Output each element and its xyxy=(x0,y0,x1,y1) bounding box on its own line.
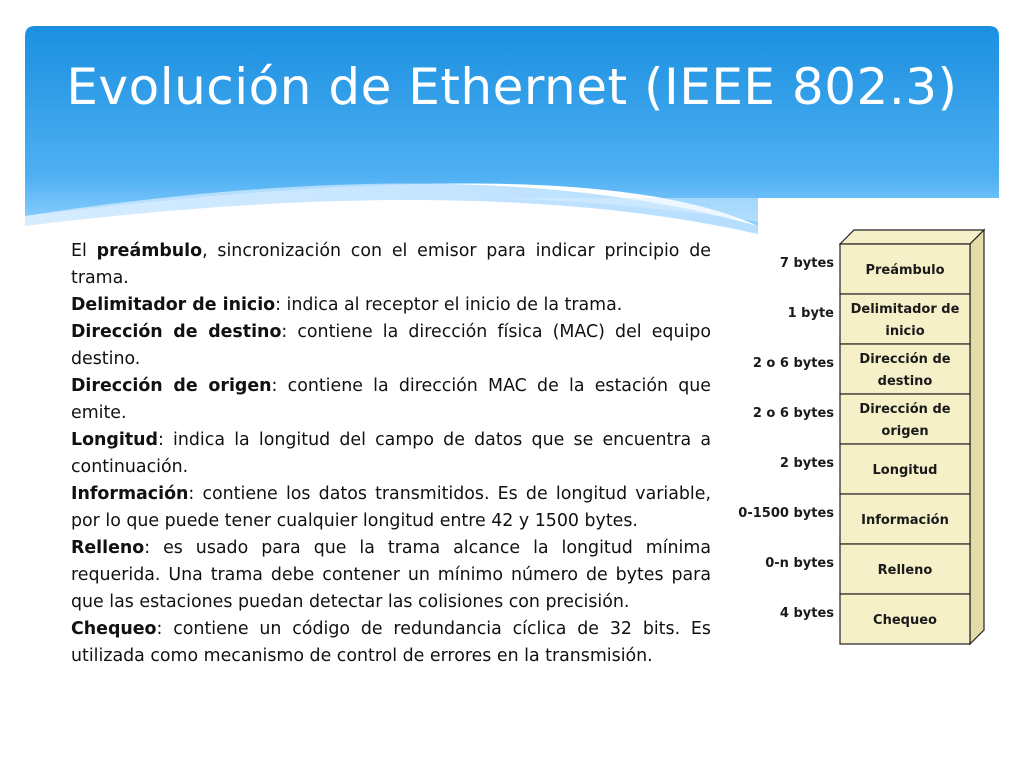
frame-field-size: 0-n bytes xyxy=(765,556,834,571)
title-banner-background xyxy=(25,26,999,226)
field-descriptions xyxy=(71,238,711,670)
frame-field-name: Delimitador de xyxy=(850,302,960,317)
frame-field-name: Relleno xyxy=(877,563,933,578)
description-paragraph: Información: contiene los datos transmitidos. Es de longitud variable, por lo que puede tener cualquier longitud entre 42 y 1500 bytes. xyxy=(71,484,711,531)
frame-field-name: Chequeo xyxy=(873,613,937,628)
description-paragraph: Relleno: es usado para que la trama alcance la longitud mínima requerida. Una trama debe contener un mínimo número de bytes para que las estaciones puedan detectar las colisiones con precisión. xyxy=(71,538,711,612)
frame-field-size: 2 o 6 bytes xyxy=(752,356,834,371)
frame-stack-side-face xyxy=(970,230,984,644)
frame-field-name: origen xyxy=(881,424,929,439)
frame-field-size: 2 bytes xyxy=(779,456,834,471)
frame-stack-top-face xyxy=(840,230,984,244)
frame-field-size: 0-1500 bytes xyxy=(738,506,834,521)
description-paragraph: Dirección de origen: contiene la dirección MAC de la estación que emite. xyxy=(71,376,711,423)
description-paragraph: Chequeo: contiene un código de redundancia cíclica de 32 bits. Es utilizada como mecanismo de control de errores en la transmisión. xyxy=(71,619,711,666)
frame-field-name: Dirección de xyxy=(859,402,951,417)
description-paragraph: Longitud: indica la longitud del campo de datos que se encuentra a continuación. xyxy=(71,430,711,477)
frame-stack-graphic xyxy=(738,198,1000,658)
frame-field-size: 4 bytes xyxy=(779,606,834,621)
frame-field-size: 2 o 6 bytes xyxy=(752,406,834,421)
frame-field-name: destino xyxy=(877,374,933,389)
page-title: Evolución de Ethernet (IEEE 802.3) xyxy=(66,58,958,116)
frame-field-name: Dirección de xyxy=(859,352,951,367)
description-paragraph: El preámbulo, sincronización con el emisor para indicar principio de trama. xyxy=(71,241,711,288)
frame-field-size: 7 bytes xyxy=(779,256,834,271)
description-paragraph: Dirección de destino: contiene la dirección física (MAC) del equipo destino. xyxy=(71,322,711,369)
frame-field-name: Preámbulo xyxy=(865,263,945,278)
title-banner xyxy=(25,26,999,226)
frame-field-name: Longitud xyxy=(872,463,938,478)
frame-field-name: inicio xyxy=(885,324,925,339)
frame-field-size: 1 byte xyxy=(787,306,834,321)
frame-field-name: Información xyxy=(861,513,949,528)
ethernet-frame-diagram xyxy=(738,198,1000,658)
description-paragraph: Delimitador de inicio: indica al receptor el inicio de la trama. xyxy=(71,295,623,315)
